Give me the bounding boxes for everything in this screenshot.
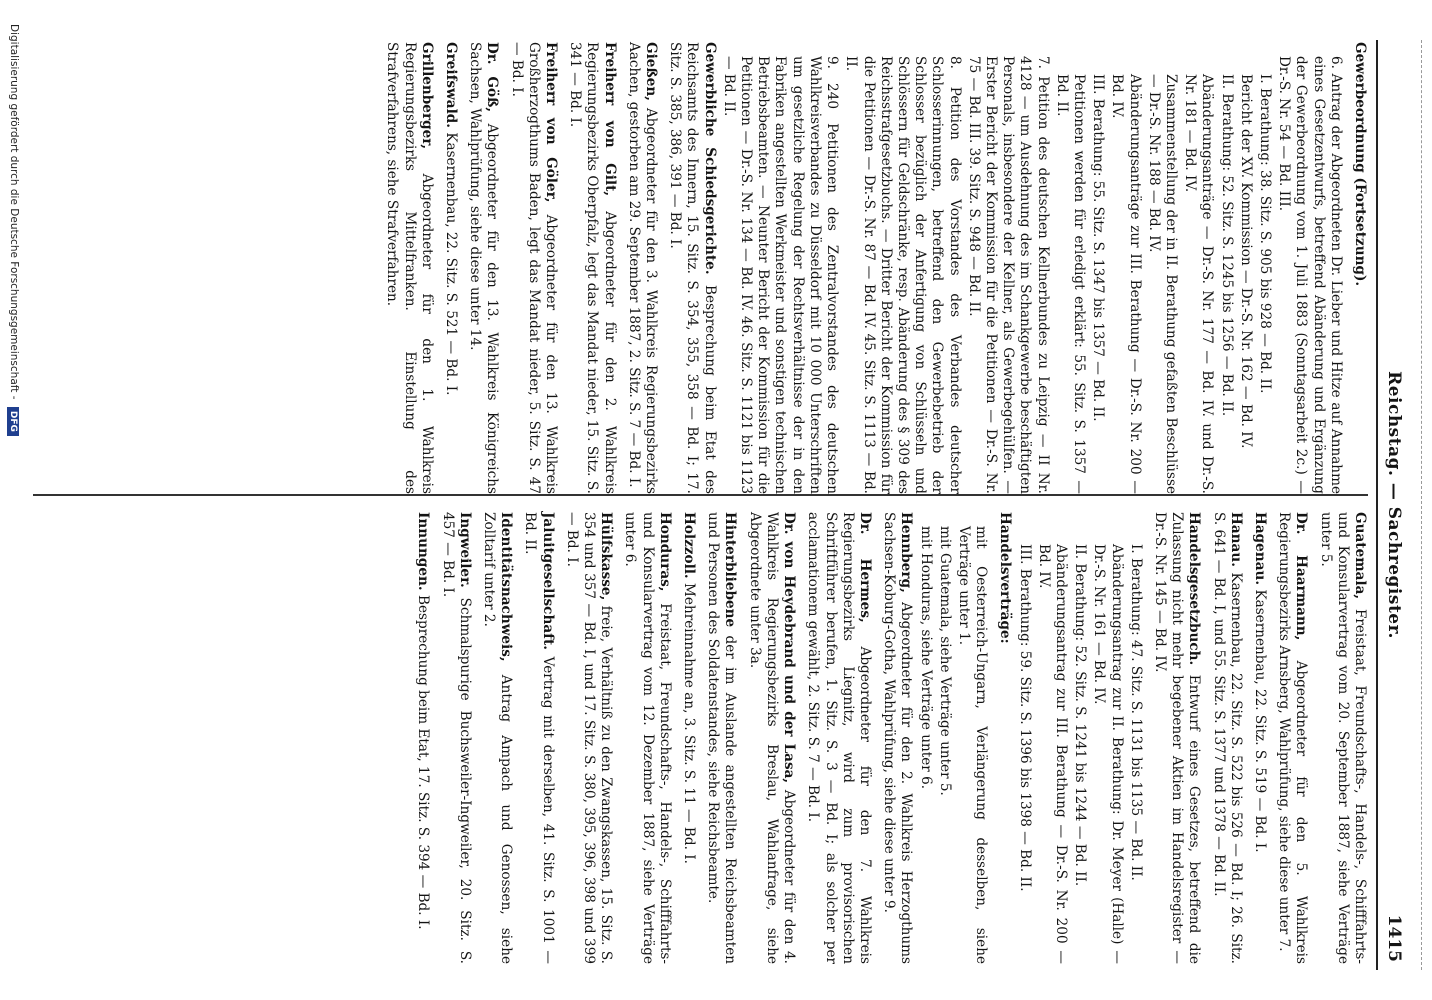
entry-headword: Hennberg, [898,512,915,593]
entry-headword: Gewerbliche Schiedsgerichte. [701,42,718,275]
entry-text: Kasernenbau, 22. Sitz. S. 522 bis 526 — Bd. I; 26. Sitz. S. 641 — Bd. I, und 55. Sitz. S. 1377 und 1378 — Bd. II. [1210,512,1244,964]
left-column [376,42,1368,494]
index-entry [383,42,435,494]
index-entry [414,512,431,964]
entry-text: Abgeordneter für den 7. Wahlkreis Regierungsbezirks Liegnitz, wird zum provisorischen Schriftführer berufen, 1. Sitz. S. 3 — Bd. I; als solcher per acclamationem gewählt, 2. Sitz. S. 7 — Bd. I. [805,512,873,964]
entry-text: Abgeordneter für den 5. Wahlkreis Regierungsbezirks Arnsberg, Wahlprüfung, siehe diese unter 7. [1276,512,1310,965]
entry-headword: Identitätsnachweis, [498,512,515,662]
entry-headword: Holzzoll. [681,512,698,579]
top-margin-rule [1421,40,1422,970]
entry-text: Abgeordneter für den 13. Wahlkreis Königreichs Sachsen, Wahlprüfung, siehe diese unter 14. [467,42,501,494]
entry-headword: Dr. von Heydebrand und der Lasa, [781,512,798,784]
index-entry [1316,512,1368,964]
entry-text: der im Auslande angestellten Reichsbeamten und Personen des Soldatenstandes, siehe Reichsbeamte. [705,512,739,964]
index-entry [880,512,914,964]
entry-headword: Guatemala, [1352,512,1368,600]
index-entry [466,42,500,494]
index-subentry: Zusammenstellung der in II. Berathung gefaßten Beschlüsse — Dr.-S. Nr. 188 — Bd. IV. [1145,74,1179,494]
index-subentry: 6. Antrag der Abgeordneten Dr. Lieber und Hitze auf Annahme eines Gesetzentwurfs, betreffend Abänderung und Ergänzung der Gewerbeordnung vom 1. Juli 1883 (Sonntagsarbeit 2c.) — Dr.-S. Nr. 54 — Bd. III. [1276,56,1344,494]
index-subentry: I. Berathung: 47. Sitz. S. 1131 bis 1135 — Bd. II. [1127,544,1144,881]
entry-headword: Hinterbliebene [722,512,739,628]
entry-headword: Freiherr von Göler, [543,42,560,203]
entry-text: Schmalspurige Buchsweiler-Ingweiler, 20. Sitz. S. 457 — Bd. I. [439,512,473,964]
index-subentry: Abänderungsanträge zur III. Berathung — Dr.-S. Nr. 200 — Bd. IV. [1109,74,1143,494]
index-entry [1275,512,1309,964]
running-head [1376,40,1404,970]
index-entry [521,512,555,964]
running-title: Reichstag. — Sachregister. [1384,371,1404,639]
index-entry [625,42,659,494]
index-subentry: mit Guatemala, siehe Verträge unter 5. [936,526,953,796]
index-entry [438,512,472,964]
index-entry [680,512,697,964]
index-entry [442,42,459,494]
entry-headword: Handelsverträge: [997,512,1014,644]
index-subentry: I. Berathung: 38. Sitz. S. 905 bis 928 — Bd. II. [1256,74,1273,394]
index-entry [1351,42,1368,494]
index-entry [566,42,618,494]
entry-text: Antrag Ampach und Genossen, siehe Zolltarif unter 2. [481,512,515,964]
entry-headword: Ingweiler. [456,512,473,588]
index-subentry: 8. Petition des Vorstandes des Verbandes deutscher Schlosserinnungen, betreffend den Gewerbebetrieb der Schlosser bezüglich der Anfertigung von Schlüsseln und Schlössern für Geldschränke, resp. Abänderung des § 309 des Reichsstrafgesetzbuchs. — Dritter Bericht der Kommission für die Petitionen — Dr.-S. Nr. 87 — Bd. IV. 45. Sitz. S. 1113 — Bd. II. [843,56,963,494]
index-entry [746,512,798,964]
index-entry [804,512,873,964]
entry-headword: Dr. Hermes, [856,512,873,623]
entry-text: Mehreinnahme an, 3. Sitz. S. 11 — Bd. I. [681,578,698,864]
index-subentry: III. Berathung: 55. Sitz. S. 1347 bis 1357 — Bd. II. [1090,74,1107,422]
index-subentry: Abänderungsantrag zur III. Berathung — Dr.-S. Nr. 200 — Bd. IV. [1035,544,1069,964]
entry-text: Kasernenbau, 22. Sitz. S. 521 — Bd. I. [443,128,460,396]
entry-text: Besprechung beim Etat, 17. Sitz. S. 394 — Bd. I. [415,590,432,930]
index-entry [704,512,738,964]
entry-headword: Freiherr von Gilt, [601,42,618,197]
entry-text: Entwurf eines Gesetzes, betreffend die Zulassung nicht mehr begebener Aktien im Handelsregister — Dr.-S. Nr. 145 — Bd. IV. [1151,512,1203,964]
index-subentry: Abänderungsantrag zur II. Berathung: Dr. Meyer (Halle) — Dr.-S. Nr. 161 — Bd. IV. [1091,544,1125,964]
index-entry [563,512,615,964]
entry-headword: Honduras, [656,512,673,592]
entry-text: freie, Verhältniß zu den Zwangskassen, 15. Sitz. S. 354 und 357 — Bd. I, und 17. Sitz. S. 380, 395, 396, 398 und 399 — Bd. I. [563,512,615,964]
column-divider [33,494,1368,496]
entry-headword: Dr. Haarmann, [1293,512,1310,641]
entry-headword: Jaluitgesellschaft. [539,512,556,650]
index-subentry: 7. Petition des deutschen Kellnerbundes zu Leipzig — II Nr. 4128 — um Ausdehnung des im Schankgewerbe beschäftigten Personals, insbesondere der Kellner, als Gewerbegehülfen. — Erster Bericht der Kommission für die Petitionen — Dr.-S. Nr. 75 — Bd. III. 39. Sitz. S. 948 — Bd. II. [965,56,1051,494]
index-entry [996,512,1013,964]
index-entry [1251,512,1268,964]
entry-headword: Hagenau. [1251,512,1268,586]
entry-text: Freistaat, Freundschafts-, Handels-, Schifffahrts- und Konsularvertrag vom 12. Dezember 1887, siehe Verträge unter 6. [622,512,673,964]
entry-headword: Greifswald. [443,42,460,128]
digitization-credit [7,24,20,436]
index-entry [480,512,514,964]
index-subentry: mit Honduras, siehe Verträge unter 6. [917,526,934,790]
dfg-logo: DFG [7,407,19,436]
index-subentry: II. Berathung: 52. Sitz. S. 1241 bis 1244 — Bd. II. [1072,544,1089,887]
index-subentry: Abänderungsanträge — Dr.-S. Nr. 177 — Bd. IV. und Dr.-S. Nr. 181 — Bd. IV. [1182,74,1216,494]
entry-text: Abgeordneter für den 2. Wahlkreis Herzogthums Sachsen-Koburg-Gotha, Wahlprüfung, siehe diese unter 9. [881,512,915,964]
entry-headword: Handelsgesetzbuch. [1186,512,1203,666]
entry-headword: Innungen. [415,512,432,591]
index-subentry: Petitionen werden für erledigt erklärt: 55. Sitz. S. 1357 — Bd. II. [1053,74,1087,494]
entry-headword: Grillenberger, [418,42,435,150]
right-column [407,512,1368,964]
entry-text: Kasernenbau, 22. Sitz. S. 519 — Bd. I. [1251,585,1268,853]
index-entry [1151,512,1203,964]
index-subentry: 9. 240 Petitionen des Zentralvorstandes des deutschen Wahlkreisverbandes zu Düsseldorf mit 10 000 Unterschriften um gesetzliche Regelung der Rechtsverhältnisse der in den Fabriken angestellten Werkmeister und sonstigen technischen Betriebsbeamten. — Neunter Bericht der Kommission für die Petitionen — Dr.-S. Nr. 134 — Bd. IV. 46. Sitz. S. 1121 bis 1123 — Bd. II. [720,56,841,494]
index-subentry: Bericht der XV. Kommission — Dr.-S. Nr. 162 — Bd. IV. [1237,74,1254,449]
entry-text: Abgeordneter für den 4. Wahlkreis Regierungsbezirks Breslau, Wahlanfrage, siehe Abgeordnete unter 3a. [746,512,798,964]
index-entry [1209,512,1243,964]
entry-headword: Hülfskasse, [598,512,615,601]
index-entry [666,42,718,494]
index-entry [507,42,559,494]
entry-headword: Dr. Göß, [484,42,501,113]
index-entry [621,512,673,964]
entry-text: Abgeordneter für den 3. Wahlkreis Regierungsbezirks Aachen, gestorben am 29. September 1887, 2. Sitz. S. 7 — Bd. I. [625,42,660,494]
credit-text: Digitalisierung gefördert durch die Deutsche Forschungsgemeinschaft - [8,24,20,400]
entry-text: Freistaat, Freundschafts-, Handels-, Schifffahrts- und Konsularvertrag vom 20. September 1887, siehe Verträge unter 5. [1317,512,1368,964]
entry-text: Abgeordneter für den 1. Wahlkreis Regierungsbezirks Mittelfranken. Einstellung des Strafverfahrens, siehe Strafverfahren. [384,42,435,494]
entry-text: Besprechung beim Etat des Reichsamts des Innern, 15. Sitz. S. 354, 355, 358 — Bd. I; 17. Sitz. S. 385, 386, 391 — Bd. I. [667,42,718,494]
entry-headword: Gewerbeordnung (Fortsetzung). [1352,42,1368,287]
entry-text: Abgeordneter für den 2. Wahlkreis Regierungsbezirks Oberpfalz, legt das Mandat nieder, 15. Sitz. S. 341 — Bd. I. [567,42,618,494]
entry-text: Abgeordneter für den 13. Wahlkreis Großherzogthums Baden, legt das Mandat nieder, 5. Sitz. S. 47 — Bd. I. [508,42,560,494]
entry-headword: Gießen, [643,42,660,102]
index-subentry: II. Berathung: 52. Sitz. S. 1245 bis 1256 — Bd. II. [1218,74,1235,417]
index-subentry: mit Oesterreich-Ungarn, Verlängerung desselben, siehe Verträge unter 1. [955,526,990,964]
index-subentry: III. Berathung: 59. Sitz. S. 1396 bis 1398 — Bd. II. [1016,544,1033,892]
entry-text: Vertrag mit derselben, 41. Sitz. S. 1001 — Bd. II. [522,512,556,964]
entry-headword: Hanau. [1227,512,1244,567]
page-number: 1415 [1384,914,1404,962]
